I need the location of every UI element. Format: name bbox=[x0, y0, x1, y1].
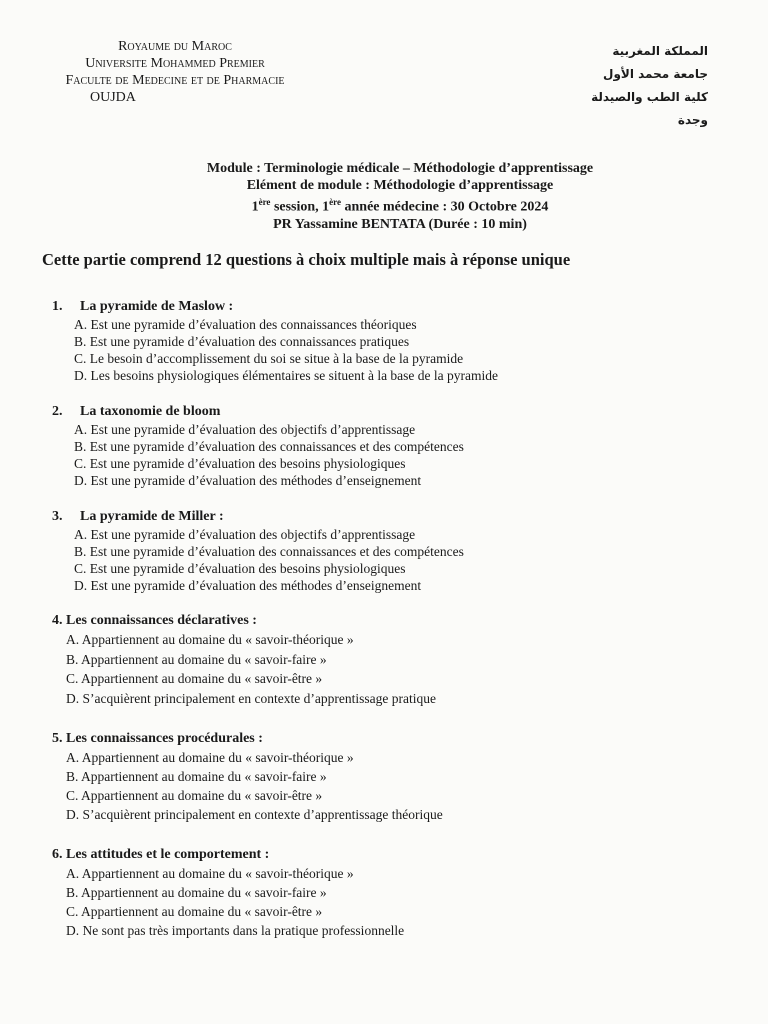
option-letter: A. bbox=[74, 422, 88, 437]
option-d[interactable] bbox=[74, 472, 732, 489]
option-letter: C. bbox=[74, 456, 87, 471]
option-text: Appartiennent au domaine du « savoir-théorique » bbox=[79, 750, 354, 765]
question-title bbox=[52, 508, 732, 526]
option-text: Le besoin d’accomplissement du soi se situe à la base de la pyramide bbox=[86, 351, 464, 366]
header-ar-line: كلية الطب والصيدلة bbox=[591, 90, 708, 104]
option-c[interactable] bbox=[66, 902, 732, 921]
header-fr-line: Universite Mohammed Premier bbox=[85, 56, 265, 71]
question-number: 1. bbox=[52, 299, 63, 314]
option-a[interactable] bbox=[66, 630, 732, 650]
option-text: Appartiennent au domaine du « savoir-être » bbox=[78, 788, 323, 803]
option-c[interactable] bbox=[74, 350, 732, 367]
option-letter: A. bbox=[74, 527, 88, 542]
option-text: Appartiennent au domaine du « savoir-faire » bbox=[78, 651, 327, 667]
question-5 bbox=[52, 730, 732, 824]
option-letter: D. bbox=[74, 473, 88, 488]
option-letter: C. bbox=[66, 904, 79, 919]
option-letter: D. bbox=[66, 807, 80, 822]
option-text: Est une pyramide d’évaluation des méthodes d’enseignement bbox=[87, 473, 422, 488]
option-a[interactable] bbox=[66, 748, 732, 767]
option-letter: D. bbox=[74, 578, 88, 593]
question-text: Les connaissances procédurales : bbox=[66, 731, 263, 746]
option-letter: D. bbox=[66, 690, 80, 706]
option-text: S’acquièrent principalement en contexte d’apprentissage théorique bbox=[79, 807, 443, 822]
session-superscript: ère bbox=[258, 197, 271, 207]
option-text: Est une pyramide d’évaluation des connaissances et des compétences bbox=[86, 439, 464, 454]
module-info bbox=[140, 160, 660, 233]
option-text: Appartiennent au domaine du « savoir-théorique » bbox=[79, 866, 354, 881]
answer-options bbox=[52, 526, 732, 594]
option-c[interactable] bbox=[74, 455, 732, 472]
question-title bbox=[52, 730, 732, 748]
option-letter: A. bbox=[66, 632, 80, 647]
option-b[interactable] bbox=[74, 543, 732, 560]
option-a[interactable] bbox=[74, 316, 732, 333]
module-element: Elément de module : Méthodologie d’apprentissage bbox=[246, 178, 554, 193]
option-text: S’acquièrent principalement en contexte d’apprentissage pratique bbox=[79, 690, 436, 706]
question-number: 5. bbox=[52, 731, 63, 746]
option-c[interactable] bbox=[74, 560, 732, 577]
option-c[interactable] bbox=[66, 786, 732, 805]
option-letter: B. bbox=[74, 334, 87, 349]
option-d[interactable] bbox=[74, 367, 732, 384]
option-b[interactable] bbox=[66, 883, 732, 902]
header-fr-line: Royaume du Maroc bbox=[118, 39, 232, 54]
question-number: 2. bbox=[52, 404, 63, 419]
option-letter: C. bbox=[66, 788, 79, 803]
question-4 bbox=[52, 612, 732, 708]
option-b[interactable] bbox=[74, 333, 732, 350]
option-a[interactable] bbox=[74, 526, 732, 543]
question-text: La pyramide de Maslow : bbox=[80, 299, 234, 314]
session-date: année médecine : 30 Octobre 2024 bbox=[341, 199, 549, 215]
header-fr-line: Faculte de Medecine et de Pharmacie bbox=[65, 73, 285, 88]
session-line bbox=[140, 194, 660, 216]
option-letter: C. bbox=[66, 671, 79, 686]
answer-options bbox=[52, 630, 732, 708]
option-text: Est une pyramide d’évaluation des connaissances pratiques bbox=[86, 334, 410, 349]
option-letter: B. bbox=[66, 769, 79, 784]
option-d[interactable] bbox=[74, 577, 732, 594]
year-superscript: ère bbox=[329, 197, 341, 207]
option-letter: C. bbox=[74, 351, 87, 366]
option-text: Est une pyramide d’évaluation des connaissances et des compétences bbox=[86, 544, 464, 559]
question-title bbox=[52, 846, 732, 864]
option-text: Appartiennent au domaine du « savoir-théorique » bbox=[79, 632, 354, 647]
question-title bbox=[52, 612, 732, 630]
option-text: Est une pyramide d’évaluation des méthodes d’enseignement bbox=[87, 578, 422, 593]
option-b[interactable] bbox=[66, 650, 732, 670]
question-title bbox=[52, 298, 732, 316]
option-letter: A. bbox=[74, 317, 88, 332]
option-letter: B. bbox=[66, 651, 79, 667]
option-letter: B. bbox=[74, 544, 87, 559]
instructions: Cette partie comprend 12 questions à choix multiple mais à réponse unique bbox=[42, 250, 571, 269]
option-text: Appartiennent au domaine du « savoir-être » bbox=[78, 904, 323, 919]
option-text: Est une pyramide d’évaluation des connaissances théoriques bbox=[87, 317, 417, 332]
question-text: Les attitudes et le comportement : bbox=[66, 847, 270, 862]
option-text: Ne sont pas très importants dans la pratique professionnelle bbox=[79, 923, 405, 938]
option-d[interactable] bbox=[66, 805, 732, 824]
header-fr-city: OUJDA bbox=[90, 90, 136, 105]
answer-options bbox=[52, 421, 732, 489]
session-text: session, 1 bbox=[270, 199, 330, 215]
question-1 bbox=[52, 298, 732, 384]
question-number: 3. bbox=[52, 509, 63, 524]
option-letter: C. bbox=[74, 561, 87, 576]
option-a[interactable] bbox=[74, 421, 732, 438]
option-text: Est une pyramide d’évaluation des besoins physiologiques bbox=[86, 456, 406, 471]
question-number: 4. bbox=[52, 613, 63, 628]
option-letter: B. bbox=[66, 885, 79, 900]
option-letter: A. bbox=[66, 750, 80, 765]
session-number: 1 bbox=[251, 199, 259, 215]
option-d[interactable] bbox=[66, 689, 732, 709]
answer-options bbox=[52, 316, 732, 384]
question-title bbox=[52, 403, 732, 421]
option-text: Est une pyramide d’évaluation des objectifs d’apprentissage bbox=[87, 422, 416, 437]
option-letter: B. bbox=[74, 439, 87, 454]
option-c[interactable] bbox=[66, 669, 732, 689]
option-text: Appartiennent au domaine du « savoir-être » bbox=[78, 671, 323, 686]
question-3 bbox=[52, 508, 732, 594]
question-text: Les connaissances déclaratives : bbox=[66, 613, 257, 628]
option-letter: D. bbox=[74, 368, 88, 383]
option-letter: D. bbox=[66, 923, 80, 938]
option-d[interactable] bbox=[66, 921, 732, 940]
header-ar-line: جامعة محمد الأول bbox=[603, 67, 708, 81]
option-text: Appartiennent au domaine du « savoir-faire » bbox=[78, 885, 327, 900]
institution-header-ar bbox=[548, 40, 708, 132]
answer-options bbox=[52, 864, 732, 940]
option-b[interactable] bbox=[66, 767, 732, 786]
question-6 bbox=[52, 846, 732, 940]
option-text: Est une pyramide d’évaluation des objectifs d’apprentissage bbox=[87, 527, 416, 542]
module-title: Module : Terminologie médicale – Méthodologie d’apprentissage bbox=[206, 161, 594, 176]
option-text: Est une pyramide d’évaluation des besoins physiologiques bbox=[86, 561, 406, 576]
institution-header-fr bbox=[30, 38, 320, 106]
answer-options bbox=[52, 748, 732, 824]
option-b[interactable] bbox=[74, 438, 732, 455]
question-number: 6. bbox=[52, 847, 63, 862]
option-text: Appartiennent au domaine du « savoir-faire » bbox=[78, 769, 327, 784]
question-text: La pyramide de Miller : bbox=[80, 509, 224, 524]
option-a[interactable] bbox=[66, 864, 732, 883]
professor-duration: PR Yassamine BENTATA (Durée : 10 min) bbox=[273, 216, 527, 232]
question-2 bbox=[52, 403, 732, 489]
header-ar-line: المملكة المغربية bbox=[612, 44, 708, 58]
header-ar-city: وجدة bbox=[677, 113, 708, 127]
question-text: La taxonomie de bloom bbox=[80, 404, 221, 419]
option-text: Les besoins physiologiques élémentaires se situent à la base de la pyramide bbox=[87, 368, 499, 383]
option-letter: A. bbox=[66, 866, 80, 881]
